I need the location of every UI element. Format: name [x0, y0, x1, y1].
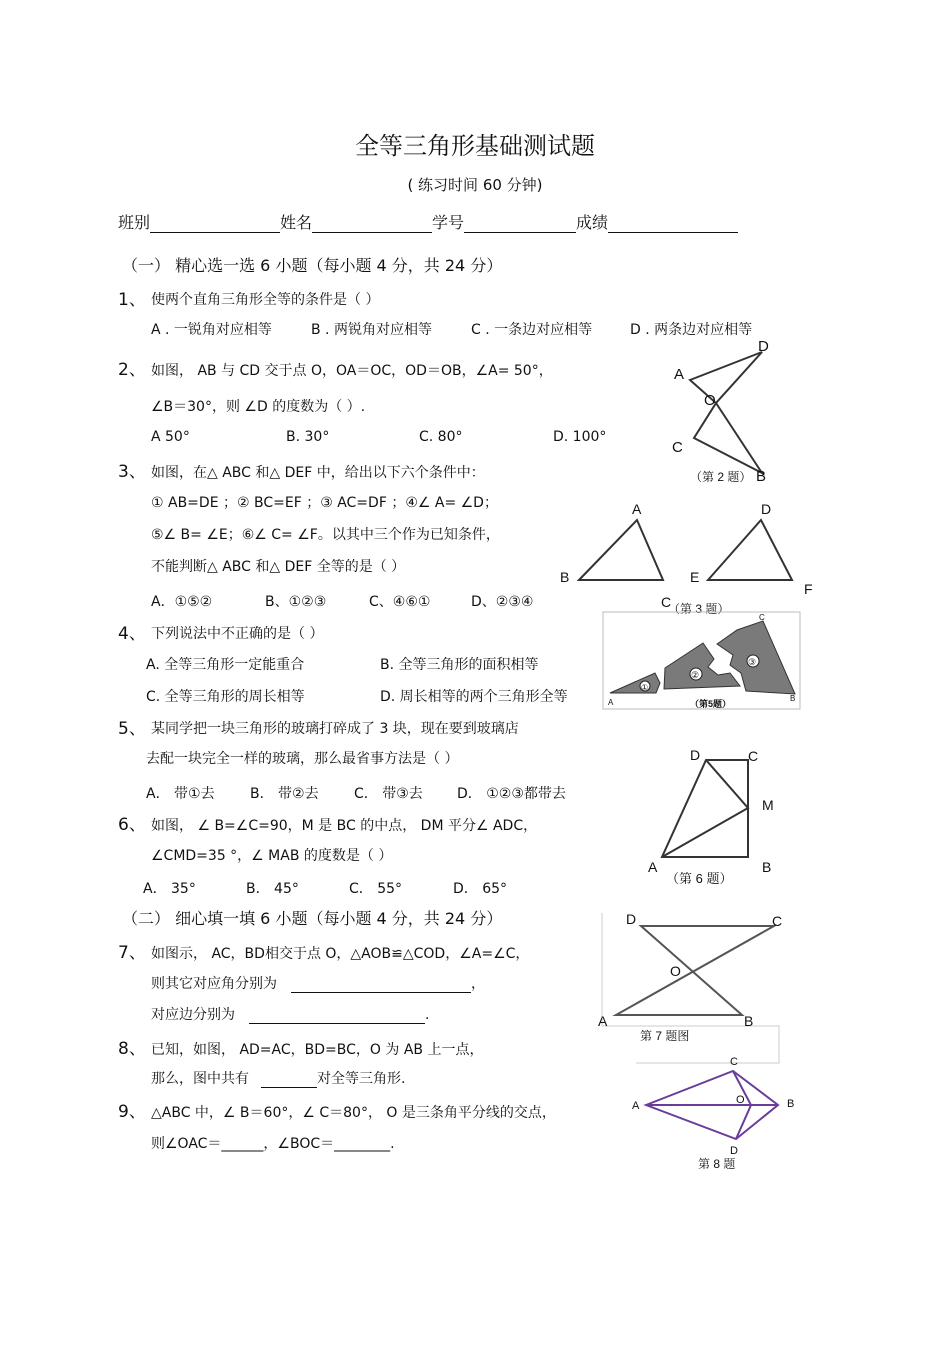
fig8-label-a: A	[632, 1100, 640, 1112]
q6-option-c: C． 55°	[349, 881, 403, 897]
fig6-caption: （第 6 题）	[666, 871, 733, 886]
q9-line2: 则∠OAC＝______，∠BOC＝________.	[151, 1136, 395, 1152]
figure-q6	[642, 745, 782, 890]
q7-line3	[151, 1004, 429, 1024]
fig6-label-b: B	[762, 859, 772, 875]
fig2-caption: （第 2 题）	[690, 470, 752, 484]
section-1-heading: （一） 精心选一选 6 小题（每小题 4 分，共 24 分）	[122, 256, 503, 275]
q9-number: 9、	[118, 1102, 146, 1122]
fig6-label-a: A	[648, 859, 658, 875]
q3-option-b: B、①②③	[265, 594, 327, 610]
fig2-label-b: B	[756, 468, 767, 485]
q3-option-d: D、②③④	[471, 594, 534, 610]
fig3-label-e: E	[690, 569, 700, 585]
q7-sides-blank[interactable]	[249, 1006, 425, 1024]
q5-number: 5、	[118, 719, 146, 739]
q5-option-a: A． 带①去	[146, 786, 215, 802]
q4-number: 4、	[118, 624, 146, 644]
q8-number: 8、	[118, 1039, 146, 1059]
figure-q8	[626, 1053, 806, 1175]
q5-line1: 某同学把一块三角形的玻璃打碎成了 3 块，现在要到玻璃店	[151, 721, 519, 737]
q2-line2: ∠B＝30°，则 ∠D 的度数为（ ）.	[151, 399, 366, 415]
q5-option-c: C． 带③去	[354, 786, 423, 802]
q7-line1: 如图示， AC，BD相交于点 O，△AOB≌△COD，∠A=∠C，	[151, 946, 530, 962]
page-title: 全等三角形基础测试题	[355, 132, 595, 160]
q9-line1: △ABC 中，∠ B＝60°，∠ C＝80°， O 是三条角平分线的交点，	[151, 1105, 556, 1121]
q3-line3: ⑤∠ B= ∠E；⑥∠ C= ∠F。以其中三个作为已知条件，	[151, 527, 500, 543]
page-subtitle: ( 练习时间 60 分钟)	[407, 176, 543, 194]
q8-line2-text: 那么，图中共有	[151, 1071, 249, 1087]
q1-stem: 使两个直角三角形全等的条件是（ ）	[151, 292, 380, 308]
q5-line2: 去配一块完全一样的玻璃，那么最省事方法是（ ）	[146, 751, 459, 767]
q7-number: 7、	[118, 943, 146, 963]
q6-line1: 如图， ∠ B=∠C=90，M 是 BC 的中点， DM 平分∠ ADC，	[151, 818, 538, 834]
q2-option-d: D. 100°	[553, 429, 607, 445]
fig3-triangle-def	[708, 520, 792, 580]
fig5-label-a: A	[608, 698, 614, 707]
name-label: 姓名	[280, 213, 313, 232]
fig5-label-b: B	[790, 694, 796, 703]
fig5-label-c: C	[759, 613, 765, 622]
q7-line3-text: 对应边分别为	[151, 1007, 235, 1023]
fig6-label-m: M	[762, 797, 774, 813]
score-field[interactable]	[608, 215, 738, 233]
name-field[interactable]	[312, 215, 432, 233]
q1-option-d: D . 两条边对应相等	[630, 322, 753, 338]
fig7-caption: 第 7 题图	[640, 1029, 690, 1043]
fig5-label-1: ①	[641, 683, 649, 692]
fig3-label-f: F	[804, 581, 813, 597]
fig7-label-a: A	[598, 1013, 608, 1029]
figure-q2	[660, 335, 790, 490]
fig7-label-c: C	[772, 913, 783, 929]
q3-option-c: C、④⑥①	[369, 594, 431, 610]
fig6-label-d: D	[690, 747, 701, 763]
fig8-label-c: C	[730, 1056, 738, 1068]
fig3-label-d: D	[761, 501, 772, 517]
section-2-heading: （二） 细心填一填 6 小题（每小题 4 分，共 24 分）	[122, 909, 503, 928]
fig8-label-o: O	[736, 1094, 745, 1106]
q7-line2-text: 则其它对应角分别为	[151, 976, 277, 992]
q2-number: 2、	[118, 360, 146, 380]
q6-option-d: D． 65°	[453, 881, 508, 897]
q8-line2	[151, 1068, 405, 1088]
fig6-quadrilateral	[662, 760, 748, 857]
q8-line1: 已知，如图， AD=AC，BD=BC，O 为 AB 上一点，	[151, 1042, 484, 1058]
q2-line1: 如图， AB 与 CD 交于点 O，OA＝OC，OD＝OB，∠A= 50°，	[151, 363, 553, 379]
q6-option-b: B． 45°	[246, 881, 299, 897]
q1-option-a: A . 一锐角对应相等	[151, 322, 272, 338]
fig7-frame	[602, 913, 779, 1063]
q4-option-b: B. 全等三角形的面积相等	[380, 657, 539, 673]
q3-option-a: A．①⑤②	[151, 594, 213, 610]
q4-option-d: D. 周长相等的两个三角形全等	[380, 689, 568, 705]
class-label: 班别	[118, 213, 151, 232]
fig2-label-c: C	[672, 439, 683, 456]
q7-angles-blank[interactable]	[291, 975, 471, 993]
figure-q5	[602, 611, 802, 711]
fig3-label-a: A	[632, 501, 642, 517]
q4-option-c: C. 全等三角形的周长相等	[146, 689, 305, 705]
fig3-triangle-abc	[579, 520, 663, 580]
fig2-label-o: O	[704, 392, 716, 409]
q8-blank[interactable]	[261, 1070, 317, 1088]
fig5-caption: （第5题）	[690, 699, 732, 709]
fig7-crossing-triangles	[616, 926, 774, 1015]
q4-stem: 下列说法中不正确的是（ ）	[151, 626, 324, 642]
score-label: 成绩	[576, 213, 609, 232]
fig8-label-d: D	[730, 1145, 738, 1157]
q2-option-a: A 50°	[151, 429, 190, 445]
fig2-label-a: A	[674, 366, 685, 383]
fig2-label-d: D	[758, 338, 769, 355]
fig6-lines-dm-ma	[662, 760, 748, 857]
q2-option-b: B. 30°	[286, 429, 330, 445]
q4-option-a: A. 全等三角形一定能重合	[146, 657, 305, 673]
fig7-label-d: D	[626, 911, 637, 927]
fig5-label-2: ②	[691, 670, 700, 680]
fig3-caption: （第 3 题）	[668, 602, 730, 616]
q3-number: 3、	[118, 462, 146, 482]
class-field[interactable]	[150, 215, 280, 233]
q1-option-c: C . 一条边对应相等	[471, 322, 593, 338]
id-field[interactable]	[464, 215, 576, 233]
q7-line2	[151, 973, 485, 993]
fig5-piece-1	[610, 673, 660, 693]
q7-line2-end: ，	[471, 976, 485, 992]
q6-option-a: A． 35°	[143, 881, 196, 897]
q8-line2-end: 对全等三角形.	[317, 1071, 406, 1087]
q5-option-d: D． ①②③都带去	[457, 786, 566, 802]
q5-option-b: B． 带②去	[250, 786, 319, 802]
q2-option-c: C. 80°	[419, 429, 463, 445]
q3-line2: ① AB=DE ；② BC=EF ；③ AC=DF ；④∠ A= ∠D；	[151, 495, 498, 511]
q6-line2: ∠CMD=35 °，∠ MAB 的度数是（ ）	[151, 848, 393, 864]
fig7-label-b: B	[744, 1013, 754, 1029]
fig5-label-3: ③	[748, 657, 757, 667]
fig3-label-b: B	[560, 569, 570, 585]
fig8-label-b: B	[787, 1098, 795, 1110]
info-line	[118, 210, 738, 233]
fig2-crossing-triangles	[690, 352, 762, 473]
fig8-caption: 第 8 题	[698, 1157, 736, 1171]
q1-number: 1、	[118, 290, 146, 310]
q7-line3-end: .	[425, 1007, 430, 1023]
q1-option-b: B . 两锐角对应相等	[311, 322, 432, 338]
fig6-label-c: C	[748, 748, 759, 764]
fig3-label-c: C	[661, 594, 672, 610]
figure-q3	[555, 497, 820, 622]
q6-number: 6、	[118, 815, 146, 835]
id-label: 学号	[432, 213, 465, 232]
fig7-label-o: O	[670, 963, 681, 979]
q3-line1: 如图，在△ ABC 和△ DEF 中，给出以下六个条件中：	[151, 465, 485, 481]
q3-line4: 不能判断△ ABC 和△ DEF 全等的是（ ）	[151, 559, 406, 575]
figure-q7	[596, 908, 786, 1064]
